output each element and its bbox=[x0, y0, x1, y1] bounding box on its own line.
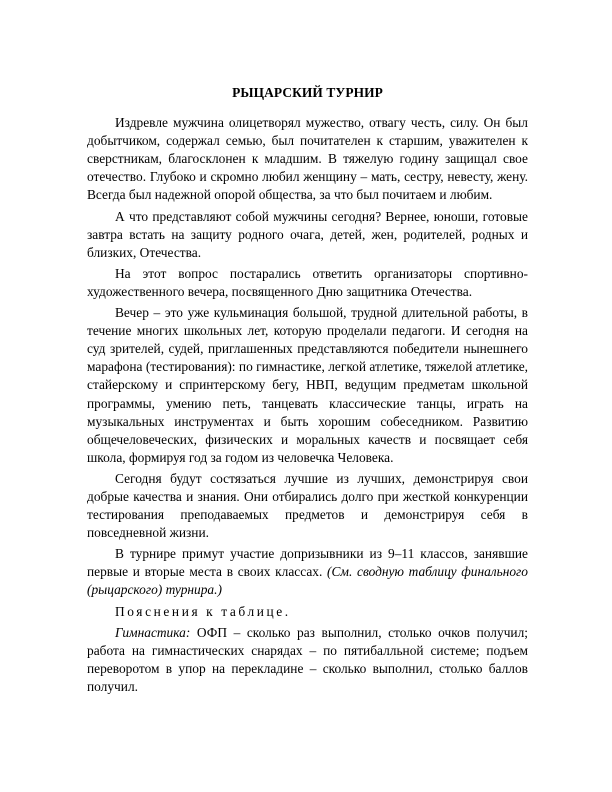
paragraph-evening: Вечер – это уже кульминация большой, трудной длительной работы, в течение многих школьных лет, которую проделали педагоги. И сегодня на суд зрителей, судей, приглашенных представляются победители нынешнего марафона (тестирования): по гимнастике, легкой атлетике, тяжелой атлетике, стайерскому и спринтерскому бегу, НВП, ведущим предметам школьной программы, умению петь, танцевать классические танцы, играть на музыкальных инструментах и быть хорошим собеседником. Развитию общечеловеческих, физических и моральных качеств и посвящает себя школа, формируя год за годом из человечка Человека. bbox=[87, 305, 528, 465]
paragraph-gymnastics bbox=[87, 624, 528, 696]
document-title: РЫЦАРСКИЙ ТУРНИР bbox=[232, 85, 383, 100]
paragraph-competition: Сегодня будут состязаться лучшие из лучших, демонстрируя свои добрые качества и знания. Они отбирались долго при жесткой конкуренции тестирования преподаваемых предметов и демонстрируя себя в повседневной жизни. bbox=[87, 470, 528, 541]
paragraph-organizers: На этот вопрос постарались ответить организаторы спортивно-художественного вечера, посвященного Дню защитника Отечества. bbox=[87, 265, 528, 299]
paragraph-question: А что представляют собой мужчины сегодня? Вернее, юноши, готовые завтра встать на защиту родного очага, детей, жен, родителей, родных и близких, Отечества. bbox=[87, 208, 528, 260]
gymnastics-label: Гимнастика: bbox=[115, 624, 191, 640]
gymnastics-text: ОФП – сколько раз выполнил, столько очков получил; работа на гимнастических снарядах – по пятибалльной системе; подъем переворотом в упор на перекладине – сколько выполнил, столько баллов получил. bbox=[87, 624, 528, 694]
paragraph-tournament bbox=[87, 545, 528, 599]
paragraph-intro: Издревле мужчина олицетворял мужество, отвагу честь, силу. Он был добытчиком, содержал семью, был почитателен к старшим, уважителен к сверстникам, благосклонен к младшим. В тяжелую годину защищал свое отечество. Глубоко и скромно любил женщину – мать, сестру, невесту, жену. Всегда был надежной опорой общества, за что был почитаем и любим. bbox=[87, 115, 528, 203]
tournament-note: (См. сводную таблицу финального (рыцарского) турнира.) bbox=[87, 564, 528, 598]
tournament-text: В турнире примут участие допризывники из 9–11 классов, занявшие первые и вторые места в своих классах. bbox=[87, 546, 528, 580]
explanations-heading: Пояснения к таблице. bbox=[115, 603, 291, 619]
